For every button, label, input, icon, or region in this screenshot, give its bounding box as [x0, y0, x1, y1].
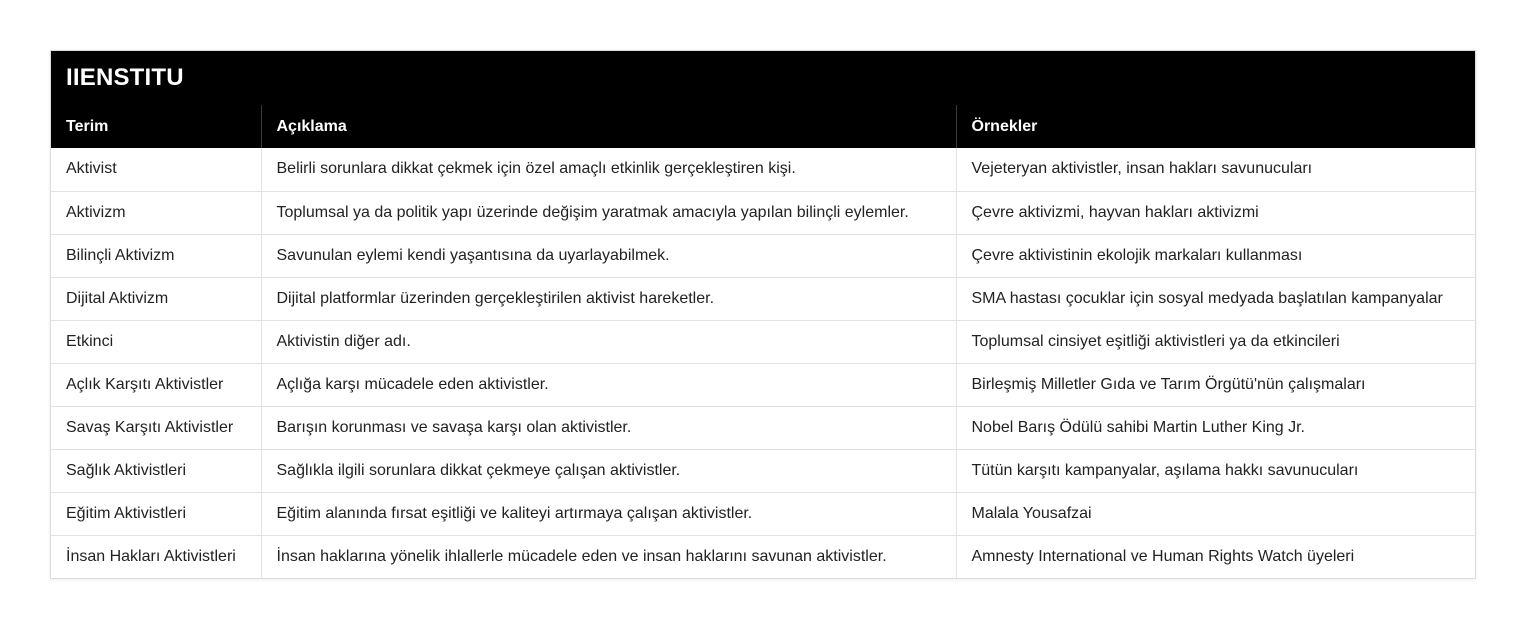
- cell-term: Açlık Karşıtı Aktivistler: [51, 363, 261, 406]
- cell-term: Bilinçli Aktivizm: [51, 234, 261, 277]
- cell-description: Açlığa karşı mücadele eden aktivistler.: [261, 363, 956, 406]
- cell-description: Belirli sorunlara dikkat çekmek için özel amaçlı etkinlik gerçekleştiren kişi.: [261, 148, 956, 191]
- cell-description: Toplumsal ya da politik yapı üzerinde değişim yaratmak amacıyla yapılan bilinçli eylemler.: [261, 191, 956, 234]
- table-row: [51, 535, 1475, 578]
- table-body: [51, 148, 1475, 578]
- cell-examples: Çevre aktivistinin ekolojik markaları kullanması: [956, 234, 1475, 277]
- header-row: [51, 105, 1475, 148]
- table-row: [51, 406, 1475, 449]
- cell-term: Aktivizm: [51, 191, 261, 234]
- brand-title: IIENSTITU: [51, 51, 1475, 105]
- table-header: [51, 105, 1475, 148]
- cell-term: Eğitim Aktivistleri: [51, 492, 261, 535]
- cell-description: Savunulan eylemi kendi yaşantısına da uyarlayabilmek.: [261, 234, 956, 277]
- header-examples: Örnekler: [956, 105, 1475, 148]
- cell-examples: Çevre aktivizmi, hayvan hakları aktivizmi: [956, 191, 1475, 234]
- terms-table-card: [50, 50, 1476, 579]
- table-row: [51, 320, 1475, 363]
- cell-examples: Birleşmiş Milletler Gıda ve Tarım Örgütü'nün çalışmaları: [956, 363, 1475, 406]
- cell-description: Dijital platformlar üzerinden gerçekleştirilen aktivist hareketler.: [261, 277, 956, 320]
- table-row: [51, 363, 1475, 406]
- cell-term: İnsan Hakları Aktivistleri: [51, 535, 261, 578]
- cell-description: Barışın korunması ve savaşa karşı olan aktivistler.: [261, 406, 956, 449]
- cell-term: Savaş Karşıtı Aktivistler: [51, 406, 261, 449]
- cell-examples: Toplumsal cinsiyet eşitliği aktivistleri ya da etkincileri: [956, 320, 1475, 363]
- cell-term: Aktivist: [66, 160, 117, 178]
- cell-examples: SMA hastası çocuklar için sosyal medyada başlatılan kampanyalar: [956, 277, 1475, 320]
- table-row: [51, 191, 1475, 234]
- cell-description: İnsan haklarına yönelik ihlallerle mücadele eden ve insan haklarını savunan aktivistler.: [261, 535, 956, 578]
- table-row: [51, 148, 1475, 191]
- cell-description: Aktivistin diğer adı.: [261, 320, 956, 363]
- cell-term: Dijital Aktivizm: [51, 277, 261, 320]
- cell-term: Etkinci: [51, 320, 261, 363]
- table-row: [51, 234, 1475, 277]
- header-term: Terim: [51, 105, 261, 148]
- terms-table: [51, 105, 1475, 578]
- table-row: [51, 277, 1475, 320]
- cell-description: Sağlıkla ilgili sorunlara dikkat çekmeye çalışan aktivistler.: [261, 449, 956, 492]
- cell-examples: Amnesty International ve Human Rights Watch üyeleri: [956, 535, 1475, 578]
- cell-examples: Vejeteryan aktivistler, insan hakları savunucuları: [956, 148, 1475, 191]
- cell-examples: Tütün karşıtı kampanyalar, aşılama hakkı savunucuları: [956, 449, 1475, 492]
- header-description: Açıklama: [261, 105, 956, 148]
- cell-term: Sağlık Aktivistleri: [51, 449, 261, 492]
- cell-examples: Malala Yousafzai: [956, 492, 1475, 535]
- cell-examples: Nobel Barış Ödülü sahibi Martin Luther King Jr.: [956, 406, 1475, 449]
- table-row: [51, 492, 1475, 535]
- cell-description: Eğitim alanında fırsat eşitliği ve kaliteyi artırmaya çalışan aktivistler.: [261, 492, 956, 535]
- table-row: [51, 449, 1475, 492]
